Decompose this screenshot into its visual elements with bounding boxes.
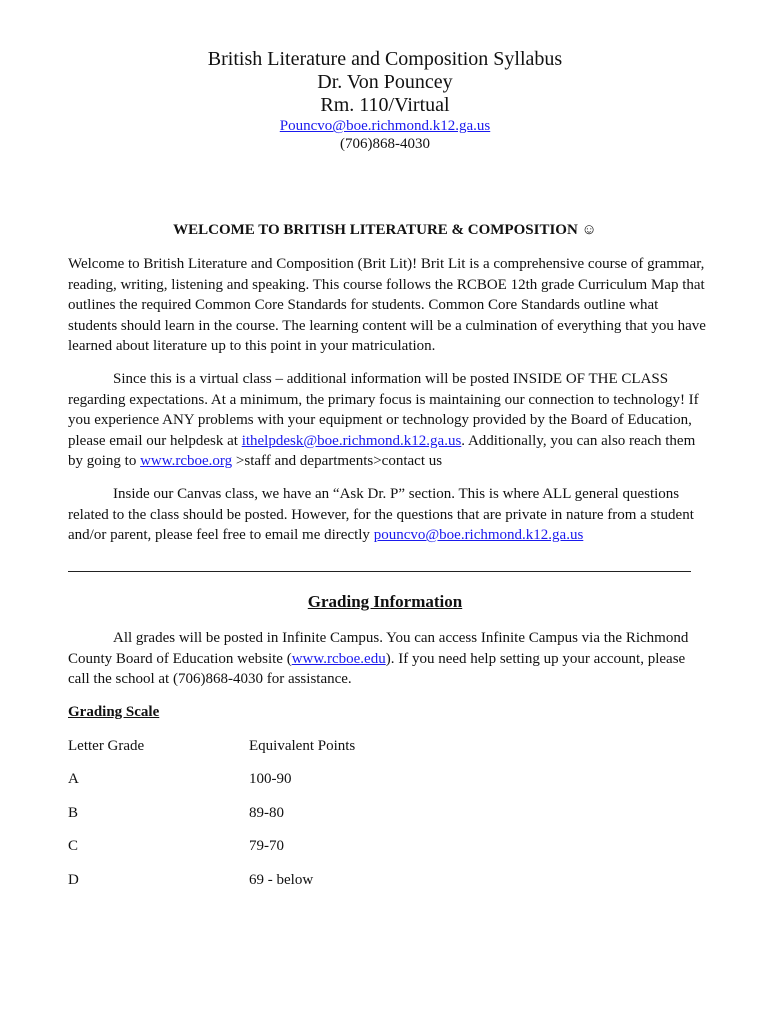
instructor-name: Dr. Von Pouncey	[317, 71, 453, 93]
instructor-phone: (706)868-4030	[340, 136, 430, 152]
grade-points: 69 - below	[249, 872, 314, 888]
grade-points: 89-80	[249, 805, 284, 821]
welcome-paragraph-text: Welcome to British Literature and Composition (Brit Lit)! Brit Lit is a comprehensive course of grammar, reading, writing, listening and speaking. This course follows the RCBOE 12th grade Curriculum Map that outlines the required Common Core Standards for students. Common Core Standards outline what students should learn in the course. The learning content will be a culmination of everything that you have learned about literature up to this point in your matriculation.	[68, 256, 706, 354]
virtual-class-paragraph	[68, 369, 708, 472]
welcome-heading: WELCOME TO BRITISH LITERATURE & COMPOSITION ☺	[173, 222, 597, 238]
grade-letter: B	[68, 805, 79, 821]
grade-points: 79-70	[249, 838, 284, 854]
document-title: British Literature and Composition Syllabus	[207, 48, 563, 70]
equivalent-points-header: Equivalent Points	[249, 738, 356, 754]
instructor-email-link[interactable]: Pouncvo@boe.richmond.k12.ga.us	[279, 118, 491, 134]
canvas-paragraph	[68, 484, 708, 546]
welcome-paragraph	[68, 254, 708, 357]
letter-grade-header: Letter Grade	[68, 738, 145, 754]
document-header	[0, 48, 770, 153]
grading-scale-heading: Grading Scale	[68, 704, 160, 720]
virtual-class-text-3: >staff and departments>contact us	[232, 453, 443, 469]
rcboe-edu-link[interactable]: www.rcboe.edu	[291, 650, 386, 667]
direct-email-link[interactable]: pouncvo@boe.richmond.k12.ga.us	[373, 527, 584, 543]
grade-letter: D	[68, 872, 79, 888]
grade-letter: A	[68, 771, 79, 787]
canvas-text: Inside our Canvas class, we have an “Ask Dr. P” section. This is where ALL general questions related to the class should be posted. However, for the questions that are private in nature from a student and/or parent, please feel free to email me directly	[68, 486, 694, 543]
virtual-class-text-1: Since this is a virtual class – additional information will be posted INSIDE OF THE CLASS regarding expectations. At a minimum, the primary focus is maintaining our connection to technology! If you experience ANY problems with your equipment or technology provided by the Board of Education, please email our helpdesk at	[68, 371, 699, 449]
grade-letter: C	[68, 838, 79, 854]
grading-paragraph	[68, 628, 708, 690]
virtual-class-text-2: . Additionally, you can also reach them by going to	[68, 432, 696, 469]
helpdesk-email-link[interactable]: ithelpdesk@boe.richmond.k12.ga.us	[241, 432, 462, 449]
grade-points: 100-90	[249, 771, 292, 787]
room-number: Rm. 110/Virtual	[320, 94, 450, 116]
grading-text-1: All grades will be posted in Infinite Campus. You can access Infinite Campus via the Richmond County Board of Education website (	[68, 630, 689, 667]
grading-heading: Grading Information	[307, 592, 463, 611]
section-divider	[68, 571, 691, 572]
grading-text-2: ). If you need help setting up your account, please call the school at (706)868-4030 for assistance.	[68, 650, 686, 687]
rcboe-org-link[interactable]: www.rcboe.org	[140, 453, 233, 469]
